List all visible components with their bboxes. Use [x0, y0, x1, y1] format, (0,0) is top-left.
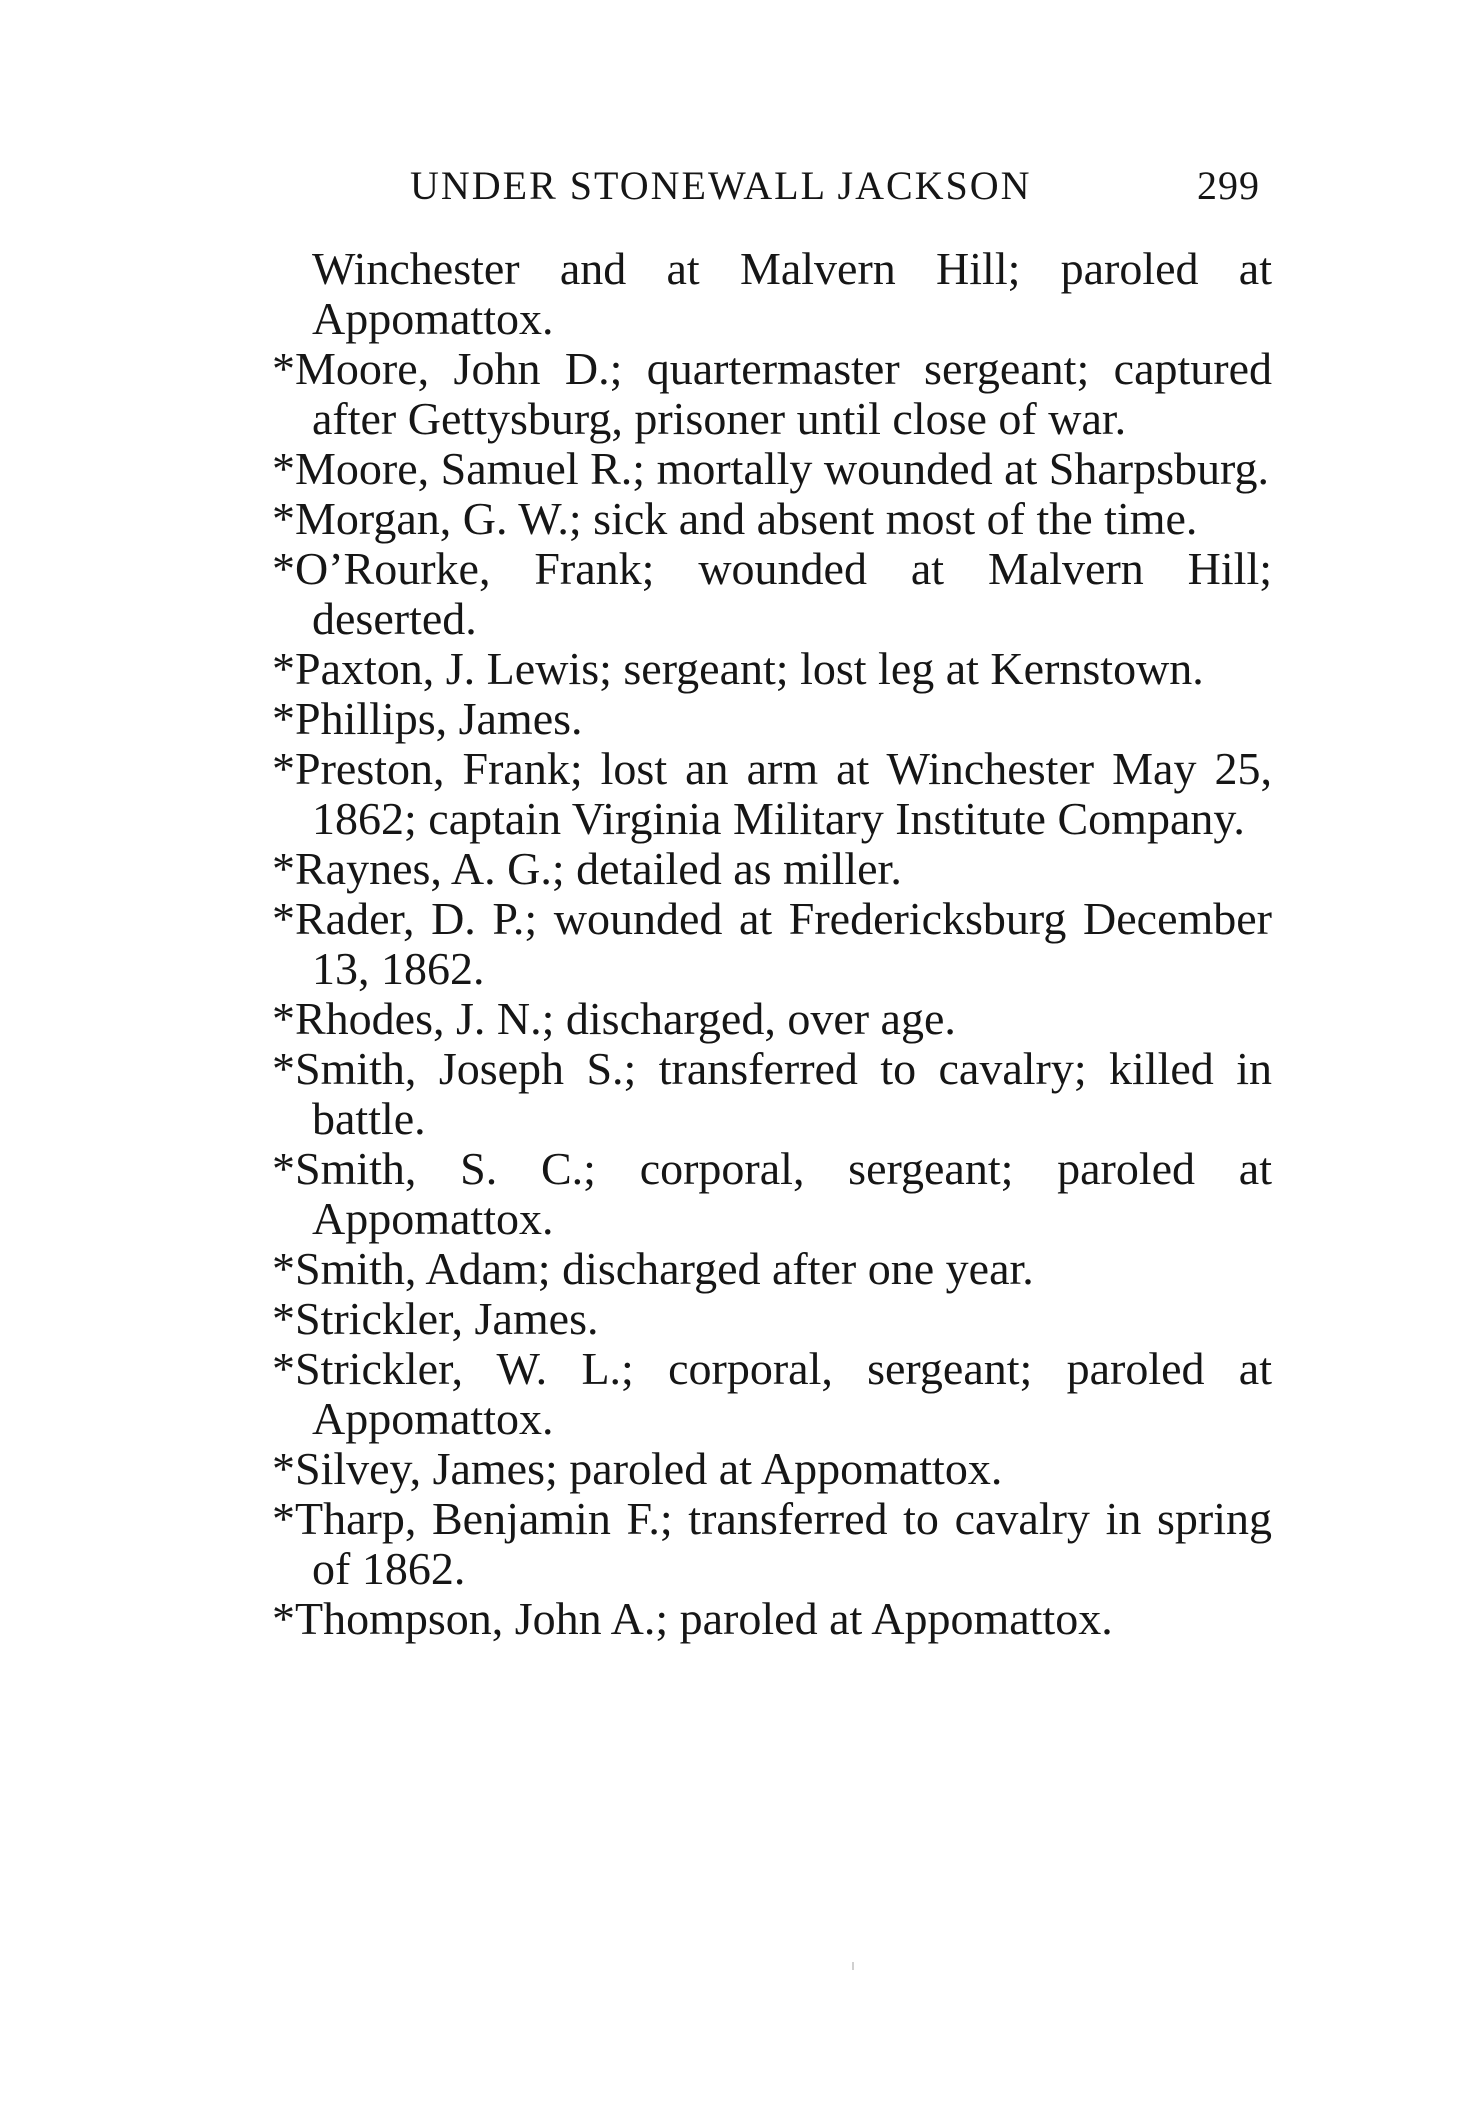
- roster-entry: *Morgan, G. W.; sick and absent most of the time.: [272, 493, 1198, 544]
- roster-entry: *Smith, Adam; discharged after one year.: [272, 1243, 1034, 1294]
- running-head: [410, 162, 1260, 222]
- roster-list: [272, 244, 1272, 1644]
- running-title: UNDER STONEWALL JACKSON: [410, 163, 1032, 208]
- roster-entry: *Raynes, A. G.; detailed as miller.: [272, 843, 902, 894]
- scan-speck: [852, 1962, 854, 1970]
- roster-entry: *Silvey, James; paroled at Appomattox.: [272, 1443, 1003, 1494]
- roster-entry: *Strickler, W. L.; corporal, sergeant; paroled at Appomattox.: [272, 1343, 1272, 1444]
- roster-entry: *Paxton, J. Lewis; sergeant; lost leg at Kernstown.: [272, 643, 1204, 694]
- roster-entry: *Strickler, James.: [272, 1293, 599, 1344]
- roster-entry: *O’Rourke, Frank; wounded at Malvern Hill; deserted.: [272, 543, 1272, 644]
- roster-entry: *Smith, Joseph S.; transferred to cavalry; killed in battle.: [272, 1043, 1272, 1144]
- roster-entry: *Rader, D. P.; wounded at Fredericksburg December 13, 1862.: [272, 893, 1272, 994]
- roster-entry: *Moore, John D.; quartermaster sergeant; captured after Gettysburg, prisoner until close of war.: [272, 343, 1272, 444]
- roster-entry: *Moore, Samuel R.; mortally wounded at Sharpsburg.: [272, 443, 1269, 494]
- roster-entry-continued: Winchester and at Malvern Hill; paroled at Appomattox.: [312, 243, 1272, 344]
- roster-entry: *Rhodes, J. N.; discharged, over age.: [272, 993, 956, 1044]
- roster-entry: *Thompson, John A.; paroled at Appomattox.: [272, 1593, 1113, 1644]
- page-number: 299: [1197, 163, 1260, 208]
- roster-entry: *Smith, S. C.; corporal, sergeant; paroled at Appomattox.: [272, 1143, 1272, 1244]
- roster-entry: *Tharp, Benjamin F.; transferred to cavalry in spring of 1862.: [272, 1493, 1272, 1594]
- roster-entry: *Phillips, James.: [272, 693, 583, 744]
- roster-entry: *Preston, Frank; lost an arm at Winchester May 25, 1862; captain Virginia Military Institute Company.: [272, 743, 1272, 844]
